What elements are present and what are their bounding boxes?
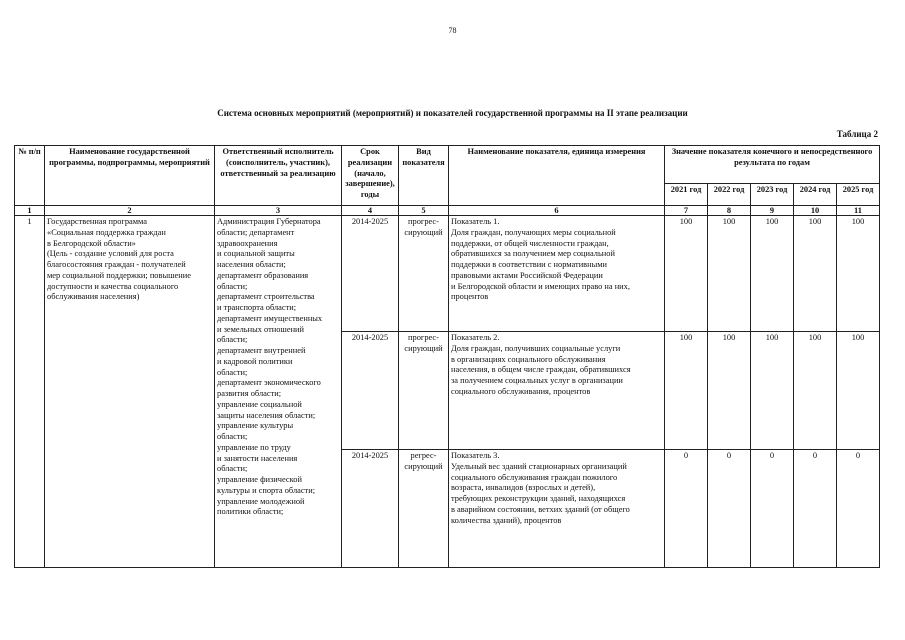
header-values-group: Значение показателя конечного и непосредственного результата по годам <box>665 146 880 184</box>
indicator-kind: прогрес- сирующий <box>399 332 449 450</box>
indicator-value: 100 <box>751 332 794 450</box>
indicator-value: 100 <box>794 216 837 332</box>
indicator-text: Показатель 1. Доля граждан, получающих меры социальной поддержки, от общей численности граждан, обратившихся за получением мер социальной поддержки в соответствии с нормативными правовыми актами Российской Федерации и Белгородской области и имеющих право на них, процентов <box>449 216 665 332</box>
indicator-text: Показатель 3. Удельный вес зданий стационарных организаций социального обслуживания граждан пожилого возраста, инвалидов (взрослых и детей), требующих реконструкции зданий, находящихся в аварийном состоянии, ветхих зданий (от общего количества зданий), процентов <box>449 450 665 568</box>
column-number: 5 <box>399 206 449 216</box>
column-number: 4 <box>342 206 399 216</box>
column-number: 9 <box>751 206 794 216</box>
header-num: № п/п <box>15 146 45 206</box>
indicator-value: 100 <box>708 216 751 332</box>
indicator-value: 0 <box>708 450 751 568</box>
header-year: 2025 год <box>837 184 880 206</box>
indicator-term: 2014-2025 <box>342 332 399 450</box>
header-kind: Вид показателя <box>399 146 449 206</box>
table-row <box>15 216 880 332</box>
column-number: 10 <box>794 206 837 216</box>
header-indicator: Наименование показателя, единица измерения <box>449 146 665 206</box>
indicator-value: 0 <box>751 450 794 568</box>
header-name: Наименование государственной программы, подпрограммы, мероприятий <box>45 146 215 206</box>
header-executor: Ответственный исполнитель (соисполнитель, участник), ответственный за реализацию <box>215 146 342 206</box>
indicator-text: Показатель 2. Доля граждан, получивших социальные услуги в организациях социального обслуживания населения, в общем числе граждан, обратившихся за получением социальных услуг в организации социального обслуживания, процентов <box>449 332 665 450</box>
indicator-term: 2014-2025 <box>342 216 399 332</box>
header-year: 2024 год <box>794 184 837 206</box>
column-number: 6 <box>449 206 665 216</box>
column-number: 8 <box>708 206 751 216</box>
indicator-value: 100 <box>794 332 837 450</box>
column-number: 2 <box>45 206 215 216</box>
header-year: 2021 год <box>665 184 708 206</box>
program-name: Государственная программа «Социальная поддержка граждан в Белгородской области» (Цель - создание условий для роста благосостояния граждан - получателей мер социальной поддержки; повышение доступности и качества социального обслуживания населения) <box>45 216 215 568</box>
indicator-value: 0 <box>837 450 880 568</box>
program-number: 1 <box>15 216 45 568</box>
indicator-term: 2014-2025 <box>342 450 399 568</box>
indicator-kind: регрес- сирующий <box>399 450 449 568</box>
table-label: Таблица 2 <box>836 129 878 139</box>
indicator-value: 100 <box>751 216 794 332</box>
header-year: 2022 год <box>708 184 751 206</box>
indicator-value: 100 <box>665 216 708 332</box>
indicator-value: 100 <box>837 216 880 332</box>
indicator-value: 0 <box>794 450 837 568</box>
program-executors: Администрация Губернатора области; департамент здравоохранения и социальной защиты населения области; департамент образования области; департамент строительства и транспорта области; департамент имущественных и земельных отношений области; департамент внутренней и кадровой политики области; департамент экономического развития области; управление социальной защиты населения области; управление культуры области; управление по труду и занятости населения области; управление физической культуры и спорта области; управление молодежной политики области; <box>215 216 342 568</box>
indicator-value: 100 <box>708 332 751 450</box>
indicator-value: 100 <box>837 332 880 450</box>
document-title: Система основных мероприятий (мероприятий) и показателей государственной программы на II этапе реализации <box>217 108 688 118</box>
indicator-value: 0 <box>665 450 708 568</box>
header-year: 2023 год <box>751 184 794 206</box>
indicator-kind: прогрес- сирующий <box>399 216 449 332</box>
column-number: 3 <box>215 206 342 216</box>
page-number: 78 <box>448 26 457 35</box>
column-number: 7 <box>665 206 708 216</box>
indicator-value: 100 <box>665 332 708 450</box>
column-number: 1 <box>15 206 45 216</box>
program-table <box>14 145 880 568</box>
column-number: 11 <box>837 206 880 216</box>
header-term: Срок реализации (начало, завершение), годы <box>342 146 399 206</box>
